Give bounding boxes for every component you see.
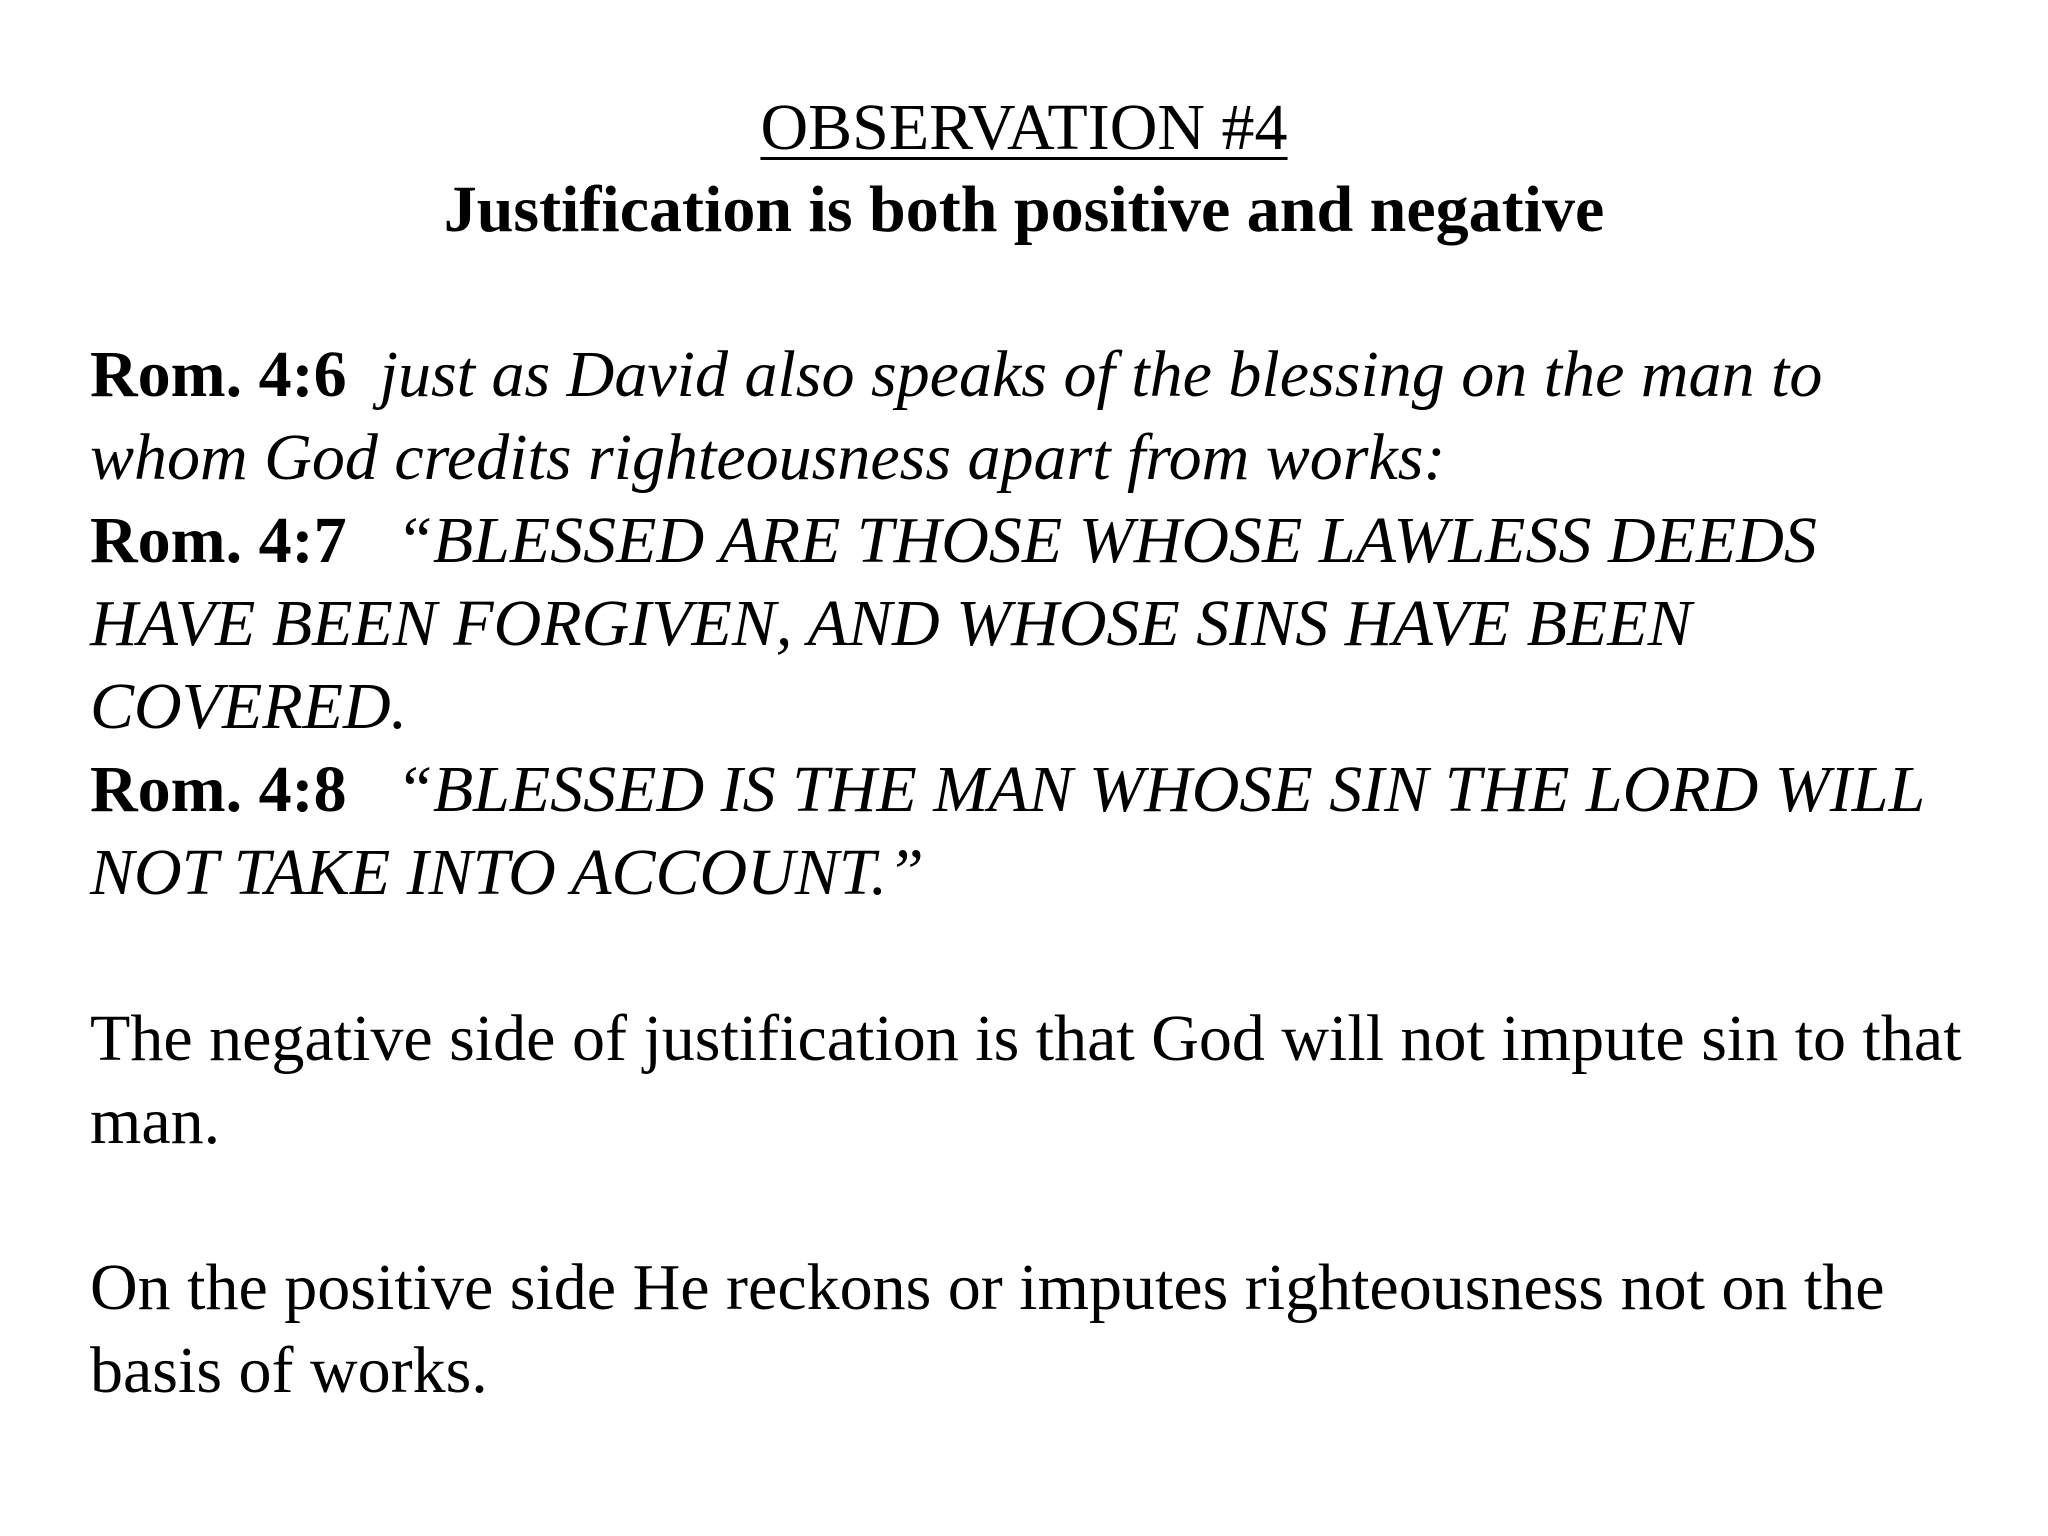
spacer: [90, 1163, 1970, 1246]
paragraph-positive-side: On the positive side He reckons or imputes righteousness not on the basis of works.: [90, 1251, 1885, 1407]
slide-title: OBSERVATION #4: [760, 91, 1288, 164]
verse-reference: Rom. 4:7: [90, 504, 347, 577]
verse-reference: Rom. 4:6: [90, 338, 347, 411]
paragraph-negative-side: The negative side of justification is that God will not impute sin to that man.: [90, 1002, 1962, 1158]
verse-text: “BLESSED ARE THOSE WHOSE LAWLESS DEEDS HAVE BEEN FORGIVEN, AND WHOSE SINS HAVE BEEN COVERED.: [90, 504, 1817, 743]
verse-rom-4-7: [90, 499, 1970, 748]
slide-subtitle: Justification is both positive and negative: [443, 173, 1605, 246]
slide-body: [90, 333, 1970, 1412]
verse-rom-4-8: [90, 748, 1970, 914]
verse-rom-4-6: [90, 333, 1970, 499]
verse-reference: Rom. 4:8: [90, 753, 347, 826]
verse-text: “BLESSED IS THE MAN WHOSE SIN THE LORD WILL NOT TAKE INTO ACCOUNT.”: [90, 753, 1924, 909]
verse-text: just as David also speaks of the blessing on the man to whom God credits righteousness apart from works:: [90, 338, 1823, 494]
spacer: [90, 914, 1970, 997]
